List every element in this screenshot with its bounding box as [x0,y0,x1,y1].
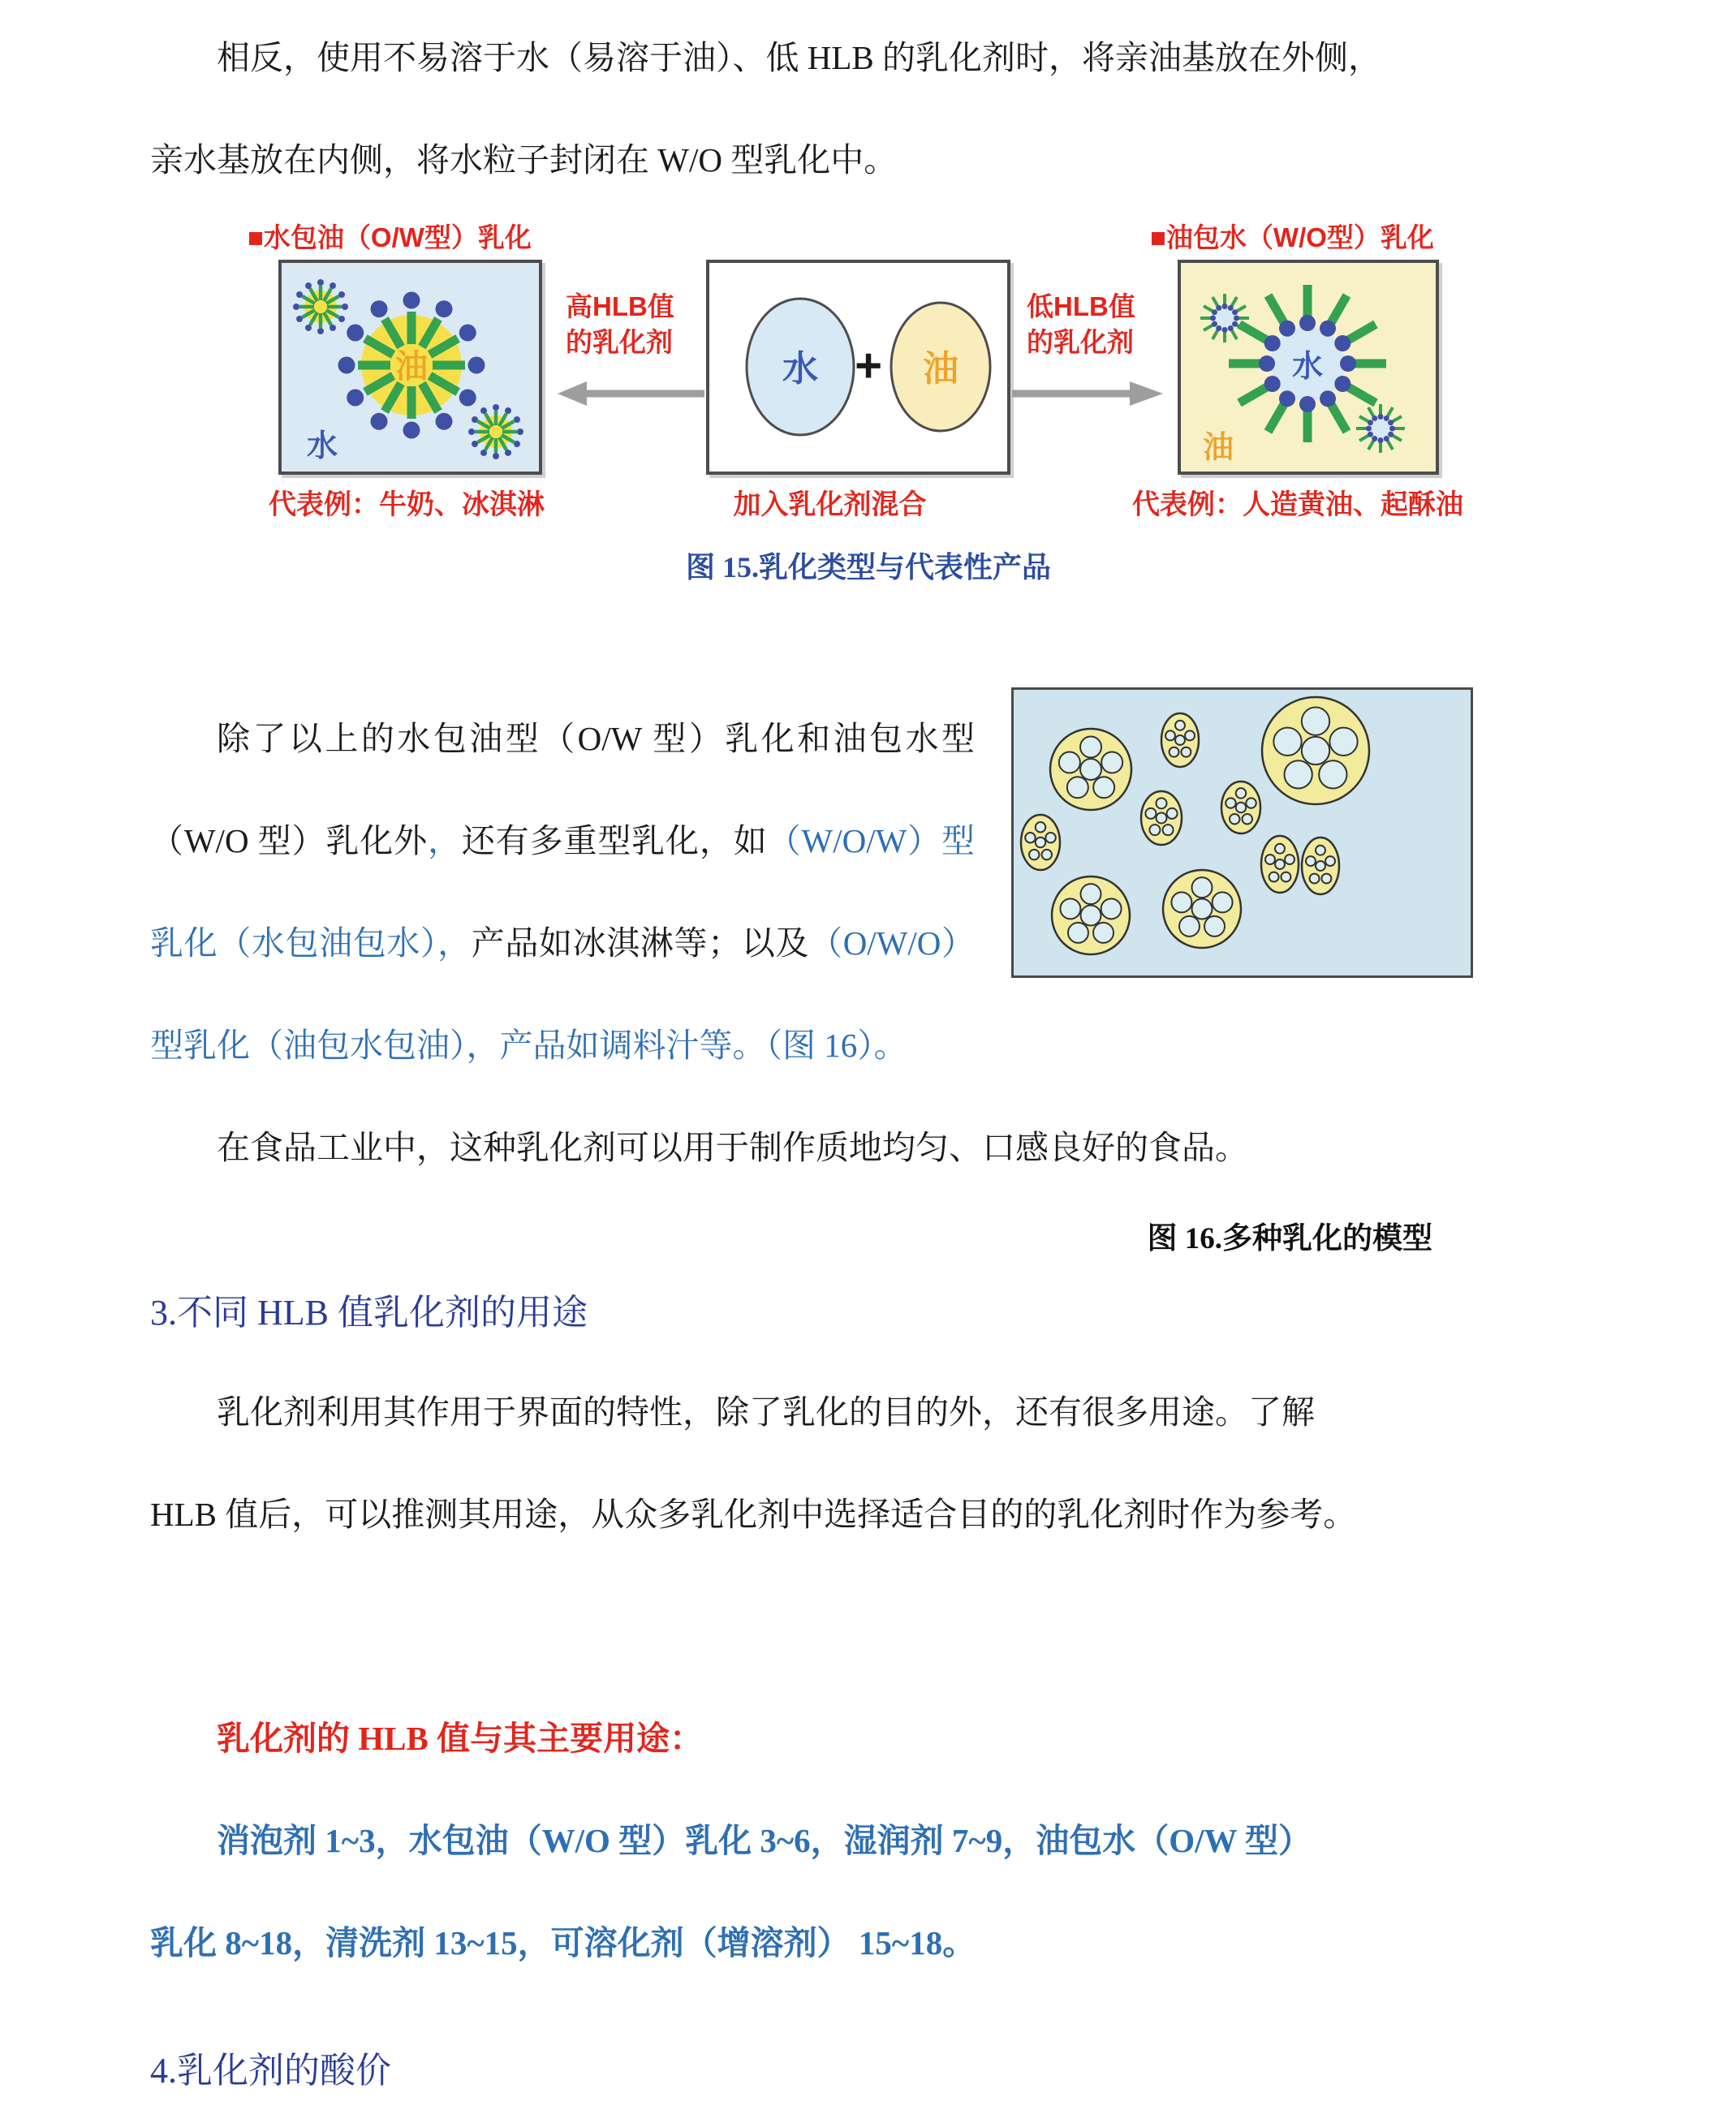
multiple-emulsion-illustration [1014,690,1471,975]
multiple-emulsion-figure [1011,687,1473,978]
figure-15 [150,217,1587,525]
paragraph-2-segment: 产品如冰淇淋等；以及 [471,924,810,962]
ow-emulsion-title: ■水包油（O/W型）乳化 [248,222,532,252]
oil-core-label: 油 [395,349,428,385]
figure-16-section [150,687,1587,1280]
high-hlb-label: 高HLB值 的乳化剂 [566,291,674,357]
water-medium-label: 水 [306,429,338,463]
low-hlb-connector [1010,260,1178,475]
section-3-heading: 3.不同 HLB 值乳化剂的用途 [150,1293,588,1333]
section-4-heading: 4.乳化剂的酸价 [150,2051,391,2091]
paragraph-2-segment: 除了以上的水包油型（O/W 型）乳化和油包水型（W/O 型）乳化外 [150,720,975,859]
wo-emulsion-title: ■油包水（W/O型）乳化 [1150,222,1434,252]
hlb-uses-title: 乳化剂的 HLB 值与其主要用途： [217,1720,704,1757]
ow-example-caption: 代表例：牛奶、冰淇淋 [269,489,545,520]
paragraph-4-line-2: HLB 值后，可以推测其用途，从众多乳化剂中选择适合目的的乳化剂时作为参考。 [150,1496,1357,1533]
hlb-uses-line-1: 消泡剂 1~3，水包油（W/O 型）乳化 3~6，湿润剂 7~9，油包水（O/W 型） [217,1822,1312,1859]
wo-emulsion-diagram [1178,260,1439,475]
oil-drop-label: 油 [923,349,958,389]
oil-medium-label: 油 [1202,431,1234,465]
left-arrow-icon [556,378,706,409]
paragraph-1 [150,6,1587,211]
paragraph-2-segment: （O/W/O）型乳化（油包水包油），产品如调料汁等。（图 16）。 [150,924,976,1064]
right-arrow-icon [1010,378,1165,409]
figure-15-caption: 图 15.乳化类型与代表性产品 [685,551,1051,583]
paragraph-2-segment: ， [428,822,462,859]
ow-emulsion-diagram [278,260,542,475]
paragraph-4-line-1: 乳化剂利用其作用于界面的特性，除了乳化的目的外，还有很多用途。了解 [217,1393,1315,1431]
wo-micelle-illustration [1181,263,1436,472]
wo-example-caption: 代表例：人造黄油、起酥油 [1132,489,1463,520]
paragraph-2-segment: （W/O/W）型乳化（水包油包水）， [150,822,976,962]
mixing-caption: 加入乳化剂混合 [733,489,927,520]
paragraph-1-line-1: 相反，使用不易溶于水（易溶于油）、低 HLB 的乳化剂时，将亲油基放在外侧， [217,39,1381,76]
high-hlb-connector [556,260,706,475]
figure-16-caption: 图 16.多种乳化的模型 [1147,1222,1432,1255]
water-plus-oil-diagram [706,260,1010,475]
paragraph-4 [150,1361,1587,1565]
water-drop-label: 水 [782,349,818,389]
paragraph-3: 在食品工业中，这种乳化剂可以用于制作质地均匀、口感良好的食品。 [217,1129,1248,1166]
plus-sign: + [855,339,882,392]
water-plus-oil-illustration [709,263,1007,472]
paragraph-2-segment: 还有多重型乳化，如 [461,822,768,859]
hlb-uses-line-2: 乳化 8~18，清洗剂 13~15，可溶化剂（增溶剂） 15~18。 [150,1924,976,1961]
water-core-label: 水 [1291,350,1324,384]
hlb-uses-list [150,1789,1587,1994]
low-hlb-label: 低HLB值 的乳化剂 [1027,291,1135,357]
paragraph-1-line-2: 亲水基放在内侧，将水粒子封闭在 W/O 型乳化中。 [150,141,898,179]
ow-micelle-illustration [282,263,539,472]
